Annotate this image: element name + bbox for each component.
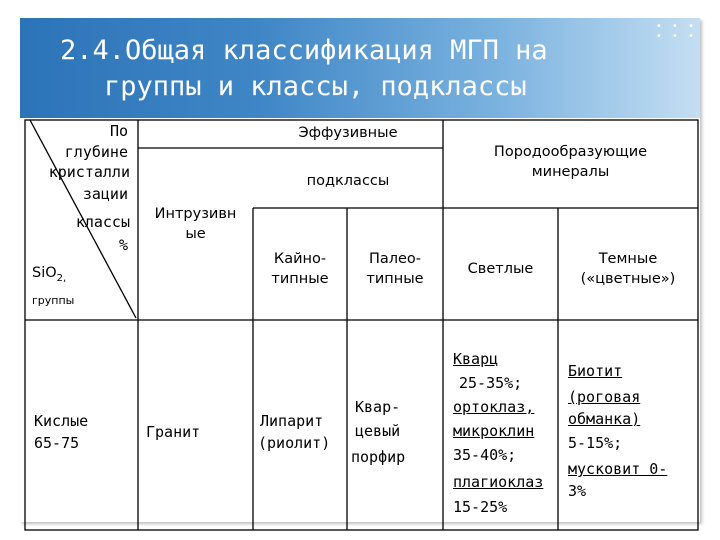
banner-dots: • • • • • • <box>655 21 696 42</box>
paleo-rock-line: Квар- <box>355 398 401 416</box>
dark-mineral-entry: 3% <box>568 482 587 500</box>
light-mineral-entry: микроклин <box>453 422 535 440</box>
corner-header-line: глубине <box>64 143 128 161</box>
kaino-header-line: Кайно- <box>273 251 327 267</box>
light-mineral-entry: плагиоклаз <box>453 473 544 491</box>
corner-header-line: классы <box>75 213 130 231</box>
title-line-2: группы и классы, подклассы <box>104 71 527 102</box>
dark-minerals-header-line: Темные <box>598 251 658 267</box>
light-mineral-entry: 15-25% <box>453 498 508 516</box>
kaino-rock-line: (риолит) <box>258 434 331 452</box>
subclasses-header: подклассы <box>306 173 390 189</box>
paleo-header-line: типные <box>366 271 424 287</box>
kaino-rock-line: Липарит <box>260 412 324 430</box>
dark-minerals-header-line: («цветные») <box>580 271 676 287</box>
dark-mineral-entry: мусковит 0- <box>568 460 668 478</box>
light-mineral-entry: 25-35%; <box>459 374 523 392</box>
rock-forming-header-line: минералы <box>531 164 610 180</box>
dark-mineral-entry: (роговая <box>568 388 641 406</box>
corner-header-line: кристалли <box>48 163 130 181</box>
light-mineral-entry: Кварц <box>453 350 499 368</box>
corner-header-line: зации <box>82 185 128 203</box>
dark-mineral-entry: обманка) <box>568 410 641 428</box>
dark-mineral-entry: 5-15%; <box>568 434 623 452</box>
rock-forming-header-line: Породообразующие <box>493 144 648 160</box>
group-name: Кислые <box>34 412 89 430</box>
intrusive-header-line: Интрузивн <box>154 206 237 222</box>
sio2-subscript: 2, <box>56 272 67 284</box>
light-mineral-entry: ортоклаз, <box>453 398 535 416</box>
light-minerals-header: Светлые <box>467 261 534 277</box>
intrusive-rock: Гранит <box>146 423 201 441</box>
paleo-header-line: Палео- <box>368 251 422 267</box>
light-mineral-entry: 35-40%; <box>453 446 517 464</box>
groups-label: группы <box>32 294 75 307</box>
effusive-header: Эффузивные <box>298 125 398 141</box>
title-line-1: 2.4.Общая классификация МГП на <box>60 35 548 66</box>
corner-header-line: % <box>118 236 128 254</box>
dark-mineral-entry: Биотит <box>568 362 623 380</box>
kaino-header-line: типные <box>271 271 329 287</box>
sio2-label <box>32 264 66 288</box>
paleo-rock-line: цевый <box>355 422 401 440</box>
sio2-text: SiO <box>32 265 57 281</box>
group-sio2-range: 65-75 <box>34 434 80 452</box>
corner-header-line: По <box>109 122 128 140</box>
intrusive-header-line: ые <box>185 226 206 242</box>
paleo-rock-line: порфир <box>351 448 406 466</box>
